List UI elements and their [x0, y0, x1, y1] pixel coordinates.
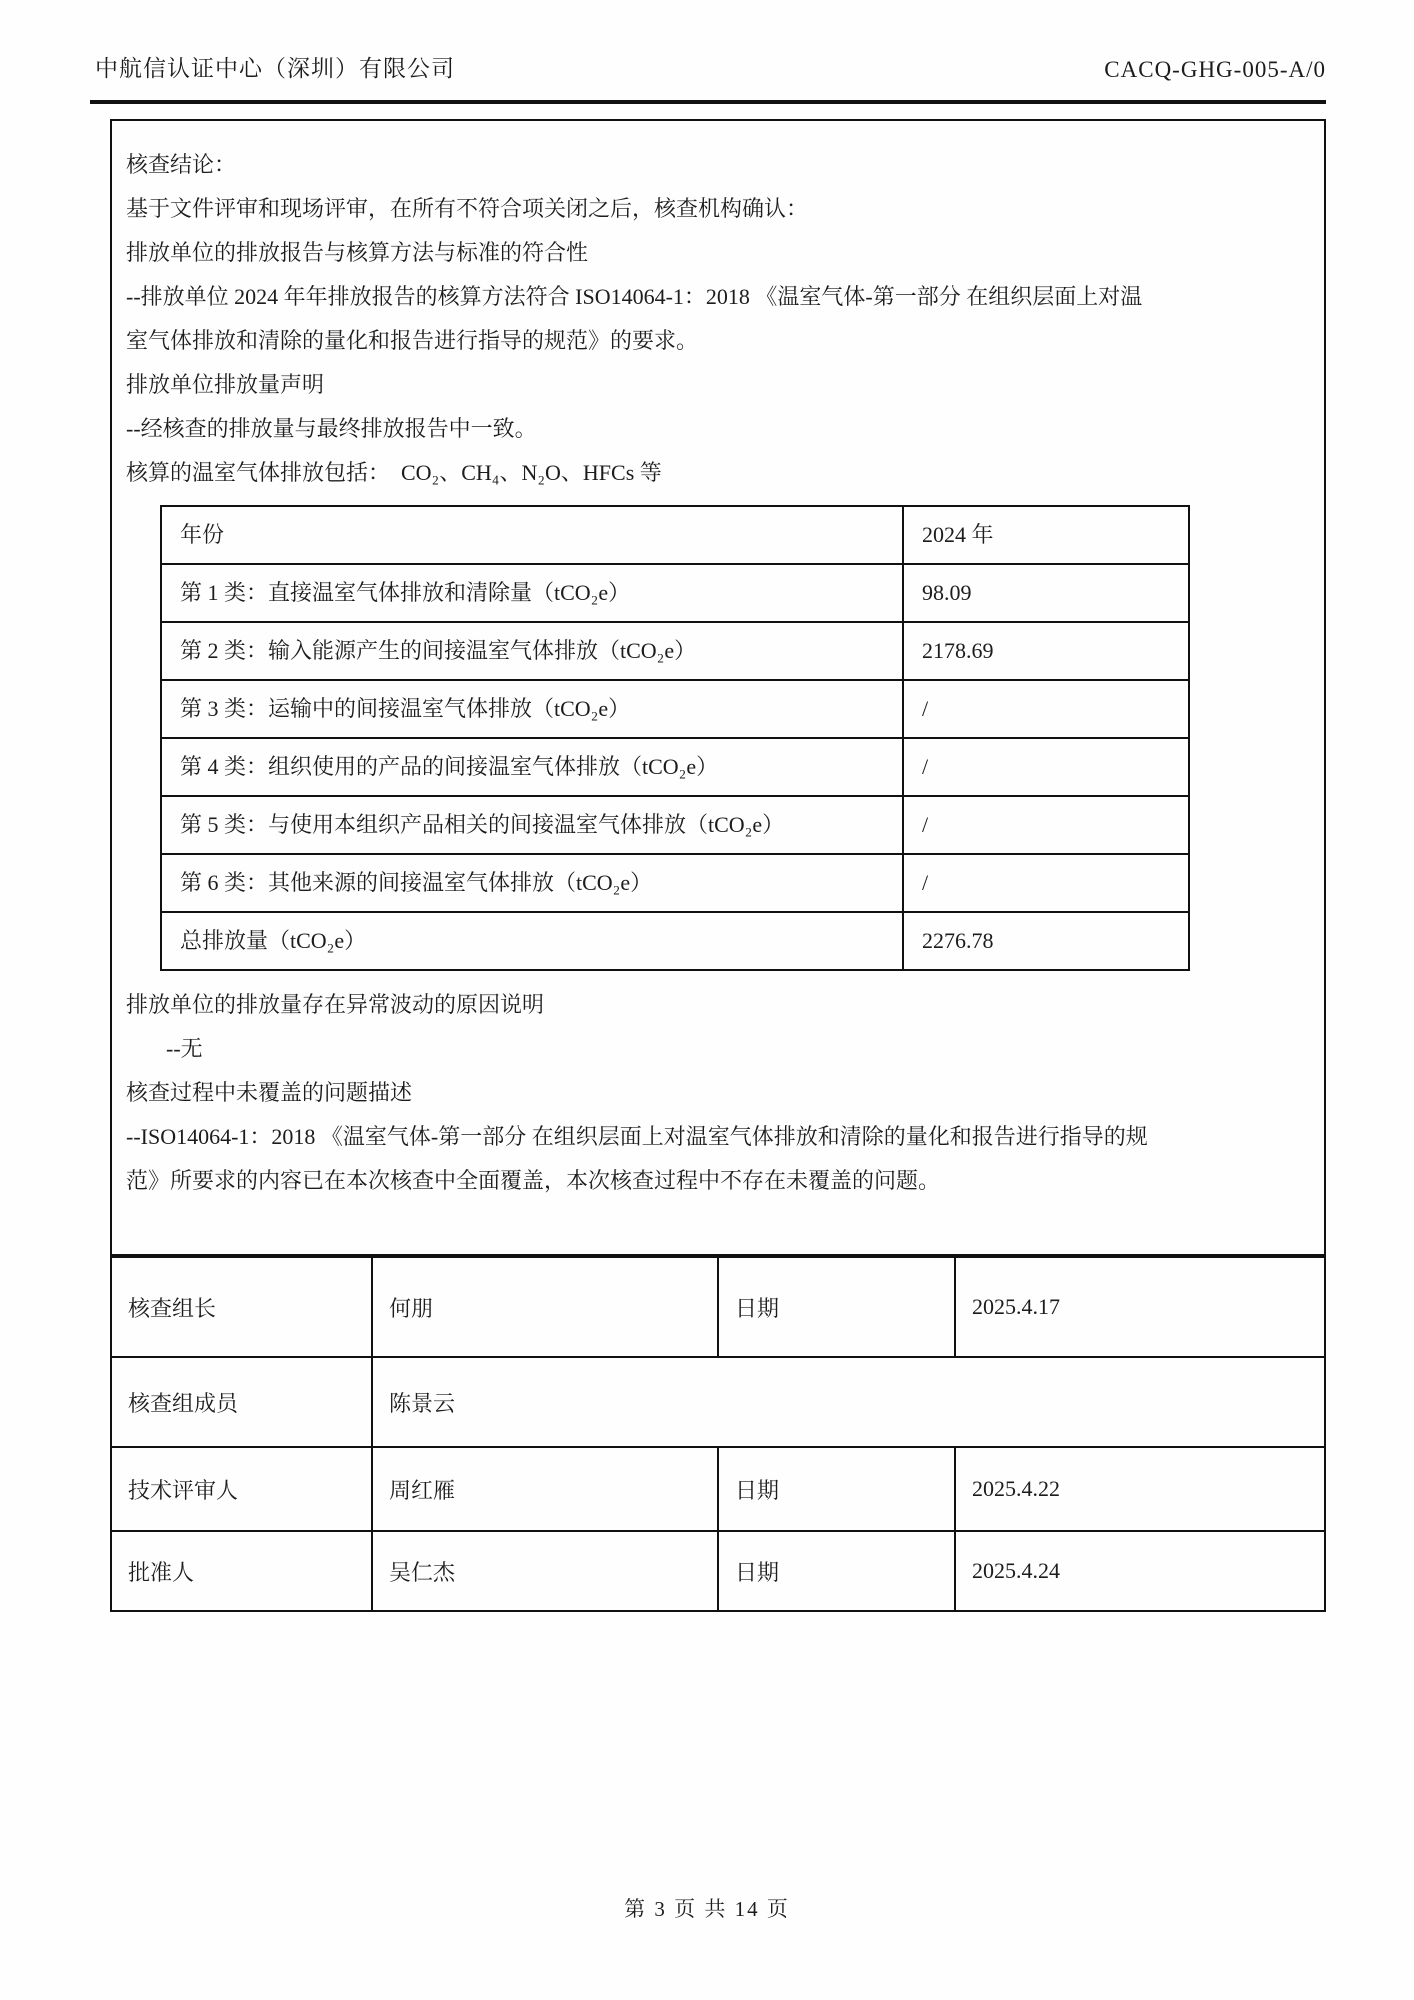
fluctuation-heading: 排放单位的排放量存在异常波动的原因说明 — [126, 992, 545, 1017]
table-row — [161, 680, 1189, 738]
uncovered-line: --ISO14064-1：2018 《温室气体-第一部分 在组织层面上对温室气体排放和清除的量化和报告进行指导的规 — [126, 1124, 1148, 1149]
date-label: 日期 — [717, 1530, 954, 1610]
table-row-total — [161, 912, 1189, 970]
content-box — [110, 119, 1326, 1612]
conclusion-line: 基于文件评审和现场评审，在所有不符合项关闭之后，核查机构确认： — [126, 196, 809, 221]
row-value: / — [903, 738, 1189, 796]
row-label: 年份 — [161, 506, 903, 564]
row-label: 第 3 类：运输中的间接温室气体排放（tCO₂e） — [161, 680, 903, 738]
role-label: 核查组长 — [128, 1295, 217, 1321]
date-label: 日期 — [717, 1258, 954, 1356]
date-value: 2025.4.17 — [954, 1258, 1324, 1356]
row-value: 98.09 — [903, 564, 1189, 622]
emission-statement-line: --经核查的排放量与最终排放报告中一致。 — [126, 416, 537, 441]
row-value: 2276.78 — [903, 912, 1189, 970]
row-label: 第 1 类：直接温室气体排放和清除量（tCO₂e） — [161, 564, 903, 622]
row-label: 第 5 类：与使用本组织产品相关的间接温室气体排放（tCO₂e） — [161, 796, 903, 854]
conclusion-line: 排放单位的排放报告与核算方法与标准的符合性 — [126, 240, 589, 265]
signature-table — [112, 1254, 1324, 1610]
verification-conclusion-section — [112, 121, 1324, 1254]
table-row — [161, 854, 1189, 912]
table-row — [161, 564, 1189, 622]
role-label: 核查组成员 — [112, 1356, 371, 1446]
row-label: 总排放量（tCO₂e） — [161, 912, 903, 970]
table-row — [161, 738, 1189, 796]
uncovered-line: 范》所要求的内容已在本次核查中全面覆盖，本次核查过程中不存在未覆盖的问题。 — [126, 1168, 941, 1193]
company-name: 中航信认证中心（深圳）有限公司 — [95, 56, 455, 81]
row-value: 2024 年 — [903, 506, 1189, 564]
uncovered-heading: 核查过程中未覆盖的问题描述 — [126, 1080, 413, 1105]
role-label: 批准人 — [112, 1530, 371, 1610]
header-divider — [90, 100, 1326, 104]
document-code: CACQ-GHG-005-A/0 — [1104, 57, 1326, 82]
row-label: 第 4 类：组织使用的产品的间接温室气体排放（tCO₂e） — [161, 738, 903, 796]
conclusion-line: 室气体排放和清除的量化和报告进行指导的规范》的要求。 — [126, 328, 699, 353]
person-name: 吴仁杰 — [371, 1530, 717, 1610]
emissions-table — [160, 505, 1190, 971]
table-row — [161, 796, 1189, 854]
person-name: 何朋 — [371, 1258, 717, 1356]
table-row — [161, 622, 1189, 680]
row-label: 第 2 类：输入能源产生的间接温室气体排放（tCO₂e） — [161, 622, 903, 680]
person-name: 陈景云 — [371, 1356, 1324, 1446]
person-name: 周红雁 — [371, 1446, 717, 1530]
row-value: / — [903, 680, 1189, 738]
row-label: 第 6 类：其他来源的间接温室气体排放（tCO₂e） — [161, 854, 903, 912]
row-value: / — [903, 854, 1189, 912]
date-label: 日期 — [717, 1446, 954, 1530]
page-header — [95, 50, 1326, 83]
ghg-scope-line: 核算的温室气体排放包括： CO₂、CH₄、N₂O、HFCs 等 — [126, 460, 662, 485]
table-row — [161, 506, 1189, 564]
row-value: / — [903, 796, 1189, 854]
date-value: 2025.4.22 — [954, 1446, 1324, 1530]
page-number: 第 3 页 共 14 页 — [624, 1897, 790, 1921]
emission-statement-heading: 排放单位排放量声明 — [126, 372, 325, 397]
fluctuation-answer: --无 — [166, 1036, 203, 1061]
date-value: 2025.4.24 — [954, 1530, 1324, 1610]
role-label: 技术评审人 — [112, 1446, 371, 1530]
row-value: 2178.69 — [903, 622, 1189, 680]
conclusion-heading: 核查结论： — [126, 152, 237, 177]
conclusion-line: --排放单位 2024 年年排放报告的核算方法符合 ISO14064-1：2018 《温室气体-第一部分 在组织层面上对温 — [126, 284, 1143, 309]
